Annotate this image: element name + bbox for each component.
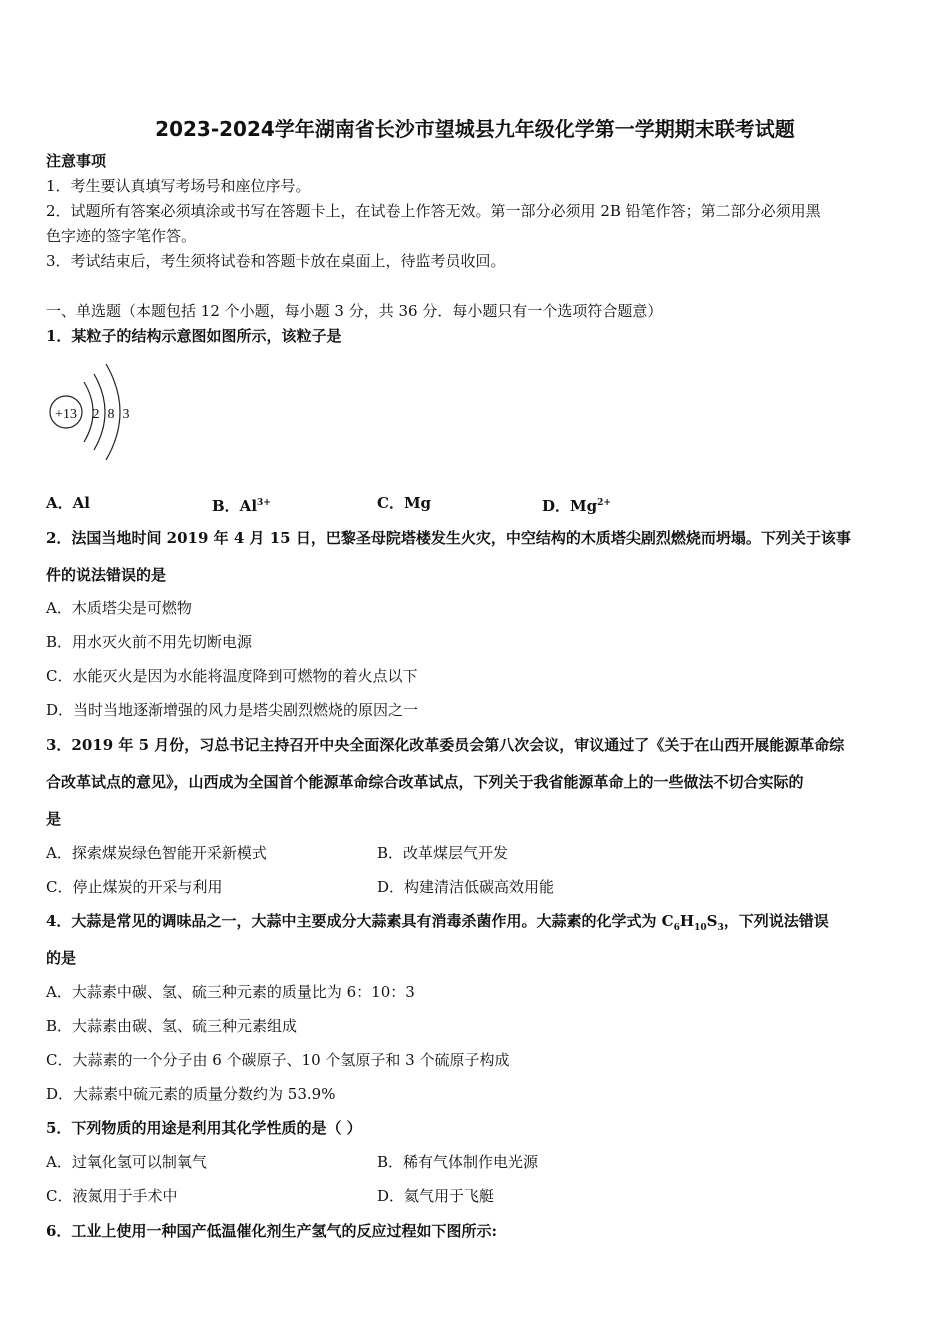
q6-stem: 6．工业上使用一种国产低温催化剂生产氢气的反应过程如下图所示: xyxy=(46,1222,497,1240)
q2-option-a: A．木质塔尖是可燃物 xyxy=(46,599,192,617)
q4-stem-line1: 4．大蒜是常见的调味品之一，大蒜中主要成分大蒜素具有消毒杀菌作用。大蒜素的化学式为 $C_6H_{10}S_3$，下列说法错误 xyxy=(46,912,829,933)
q1-option-d: D．$Mg^{2+}$ xyxy=(542,497,611,515)
shell-electrons-3: 3 xyxy=(122,407,130,422)
q3-option-c: C．停止煤炭的开采与利用 xyxy=(46,878,223,896)
q3-stem-line2: 合改革试点的意见》，山西成为全国首个能源革命综合改革试点，下列关于我省能源革命上的一些做法不切合实际的 xyxy=(46,773,804,791)
notice-item-3: 3．考试结束后，考生须将试卷和答题卡放在桌面上，待监考员收回。 xyxy=(46,252,506,270)
notice-heading: 注意事项 xyxy=(46,152,107,170)
q4-option-a: A．大蒜素中碳、氢、硫三种元素的质量比为 6：10：3 xyxy=(46,983,415,1001)
shell-electrons-1: 2 xyxy=(92,407,100,422)
q2-option-d: D．当时当地逐渐增强的风力是塔尖剧烈燃烧的原因之一 xyxy=(46,701,419,719)
q5-option-a: A．过氧化氢可以制氧气 xyxy=(46,1153,207,1171)
q2-option-b: B．用水灭火前不用先切断电源 xyxy=(46,633,253,651)
q4-option-b: B．大蒜素由碳、氢、硫三种元素组成 xyxy=(46,1017,298,1035)
q1-option-a: A．Al xyxy=(46,494,90,512)
q1-option-b: B．$Al^{3+}$ xyxy=(212,497,271,515)
atom-structure-diagram xyxy=(44,360,144,470)
notice-item-2: 2．试题所有答案必须填涂或书写在答题卡上，在试卷上作答无效。第一部分必须用 2B 铅笔作答；第二部分必须用黑 xyxy=(46,202,821,220)
q5-stem: 5．下列物质的用途是利用其化学性质的是（ ） xyxy=(46,1119,362,1137)
q2-stem-line2: 件的说法错误的是 xyxy=(46,566,167,584)
q2-option-c: C．水能灭火是因为水能将温度降到可燃物的着火点以下 xyxy=(46,667,418,685)
q4-stem-line2: 的是 xyxy=(46,949,77,967)
q3-stem-line3: 是 xyxy=(46,810,62,828)
page-title: 2023-2024学年湖南省长沙市望城县九年级化学第一学期期末联考试题 xyxy=(155,117,795,141)
notice-item-1: 1．考生要认真填写考场号和座位序号。 xyxy=(46,177,311,195)
q3-stem-line1: 3．2019 年 5 月份，习总书记主持召开中央全面深化改革委员会第八次会议，审议通过了《关于在山西开展能源革命综 xyxy=(46,736,845,754)
q5-option-b: B．稀有气体制作电光源 xyxy=(377,1153,539,1171)
q3-option-b: B．改革煤层气开发 xyxy=(377,844,509,862)
q4-option-d: D．大蒜素中硫元素的质量分数约为 53.9% xyxy=(46,1085,336,1103)
q1-stem: 1．某粒子的结构示意图如图所示，该粒子是 xyxy=(46,327,342,345)
q4-option-c: C．大蒜素的一个分子由 6 个碳原子、10 个氢原子和 3 个硫原子构成 xyxy=(46,1051,510,1069)
q5-option-c: C．液氮用于手术中 xyxy=(46,1187,178,1205)
notice-item-2-cont: 色字迹的签字笔作答。 xyxy=(46,227,197,245)
q5-option-d: D．氦气用于飞艇 xyxy=(377,1187,495,1205)
q2-stem-line1: 2．法国当地时间 2019 年 4 月 15 日，巴黎圣母院塔楼发生火灾，中空结构的木质塔尖剧烈燃烧而坍塌。下列关于该事 xyxy=(46,529,851,547)
nucleus-charge: +13 xyxy=(55,407,77,422)
q3-option-a: A．探索煤炭绿色智能开采新模式 xyxy=(46,844,267,862)
shell-electrons-2: 8 xyxy=(107,407,115,422)
q1-option-c: C．Mg xyxy=(377,494,432,512)
section-heading: 一、单选题（本题包括 12 个小题，每小题 3 分，共 36 分．每小题只有一个选项符合题意） xyxy=(46,302,663,320)
q3-option-d: D．构建清洁低碳高效用能 xyxy=(377,878,555,896)
